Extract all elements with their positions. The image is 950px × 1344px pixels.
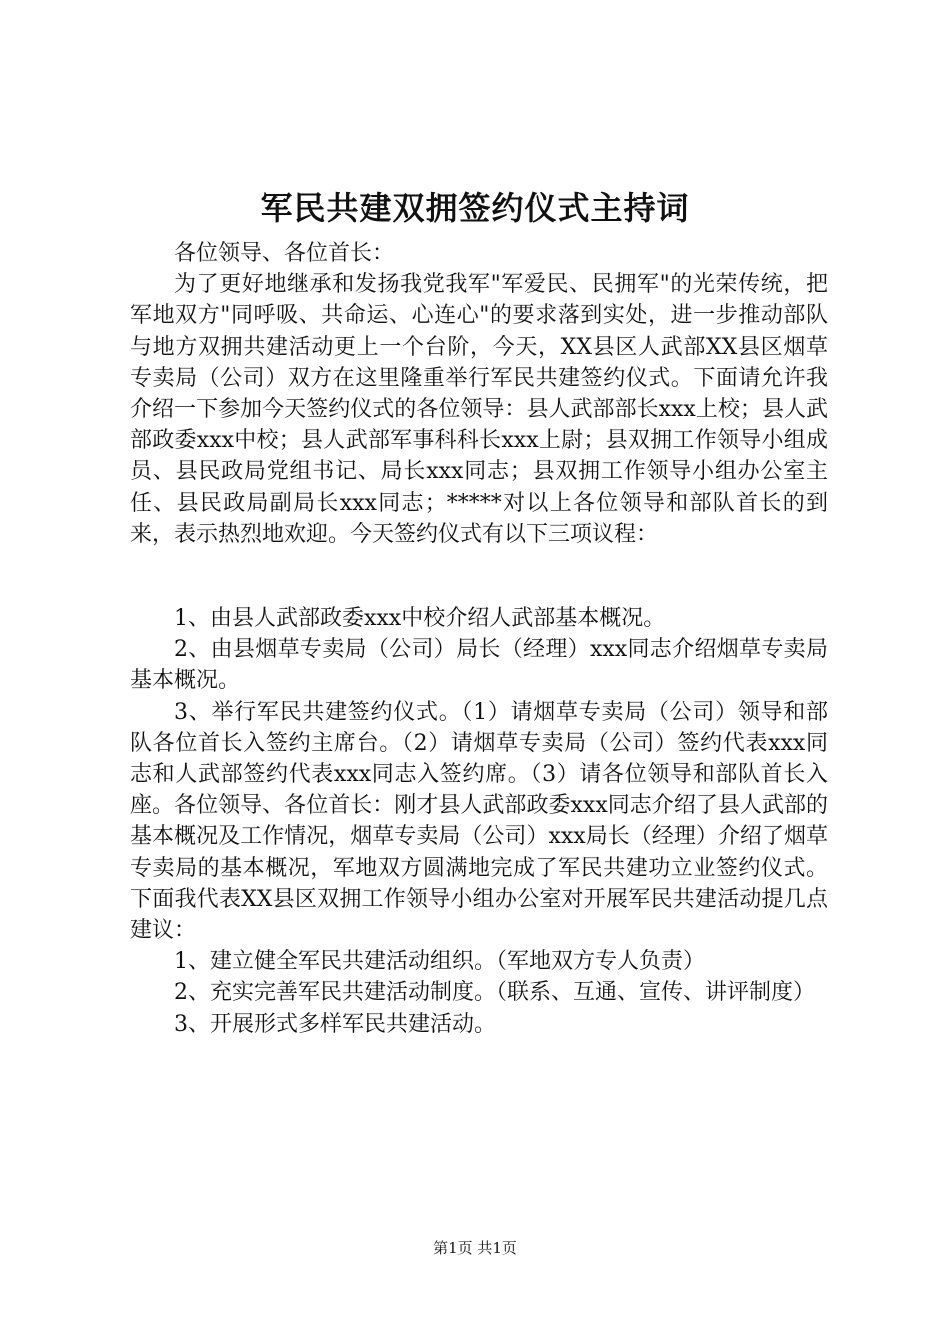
agenda-item-1: 1、由县人武部政委xxx中校介绍人武部基本概况。 [174,606,666,631]
document-title: 军民共建双拥签约仪式主持词 [260,189,690,227]
suggestion-item-2: 2、充实完善军民共建活动制度。（联系、互通、宣传、讲评制度） [174,980,815,1006]
agenda-item-2: 2、由县烟草专卖局（公司）局长（经理）xxx同志介绍烟草专卖局基本概况。 [130,637,828,694]
salutation: 各位领导、各位首长： [174,241,395,266]
suggestion-item-1: 1、建立健全军民共建活动组织。（军地双方专人负责） [174,949,705,975]
page-number-footer: 第1页 共1页 [433,1239,517,1257]
suggestion-item-3: 3、开展形式多样军民共建活动。 [174,1011,496,1037]
opening-section [130,238,828,550]
intro-paragraph: 为了更好地继承和发扬我党我军"军爱民、民拥军"的光荣传统，把军地双方"同呼吸、共命运、心连心"的要求落到实处，进一步推动部队与地方双拥共建活动更上一个台阶，今天，XX县区人武部XX县区烟草专卖局（公司）双方在这里隆重举行军民共建签约仪式。下面请允许我介绍一下参加今天签约仪式的各位领导：县人武部部长xxx上校；县人武部政委xxx中校；县人武部军事科科长xxx上尉；县双拥工作领导小组成员、县民政局党组书记、局长xxx同志；县双拥工作领导小组办公室主任、县民政局副局长xxx同志；*****对以上各位领导和部队首长的到来，表示热烈地欢迎。今天签约仪式有以下三项议程： [130,272,828,547]
agenda-section [130,603,828,1040]
agenda-item-3: 3、举行军民共建签约仪式。（1）请烟草专卖局（公司）领导和部队各位首长入签约主席台。（2）请烟草专卖局（公司）签约代表xxx同志和人武部签约代表xxx同志入签约席。（3）请各位领导和部队首长入座。各位领导、各位首长：刚才县人武部政委xxx同志介绍了县人武部的基本概况及工作情况，烟草专卖局（公司）xxx局长（经理）介绍了烟草专卖局的基本概况，军地双方圆满地完成了军民共建功立业签约仪式。下面我代表XX县区双拥工作领导小组办公室对开展军民共建活动提几点建议： [130,699,828,944]
